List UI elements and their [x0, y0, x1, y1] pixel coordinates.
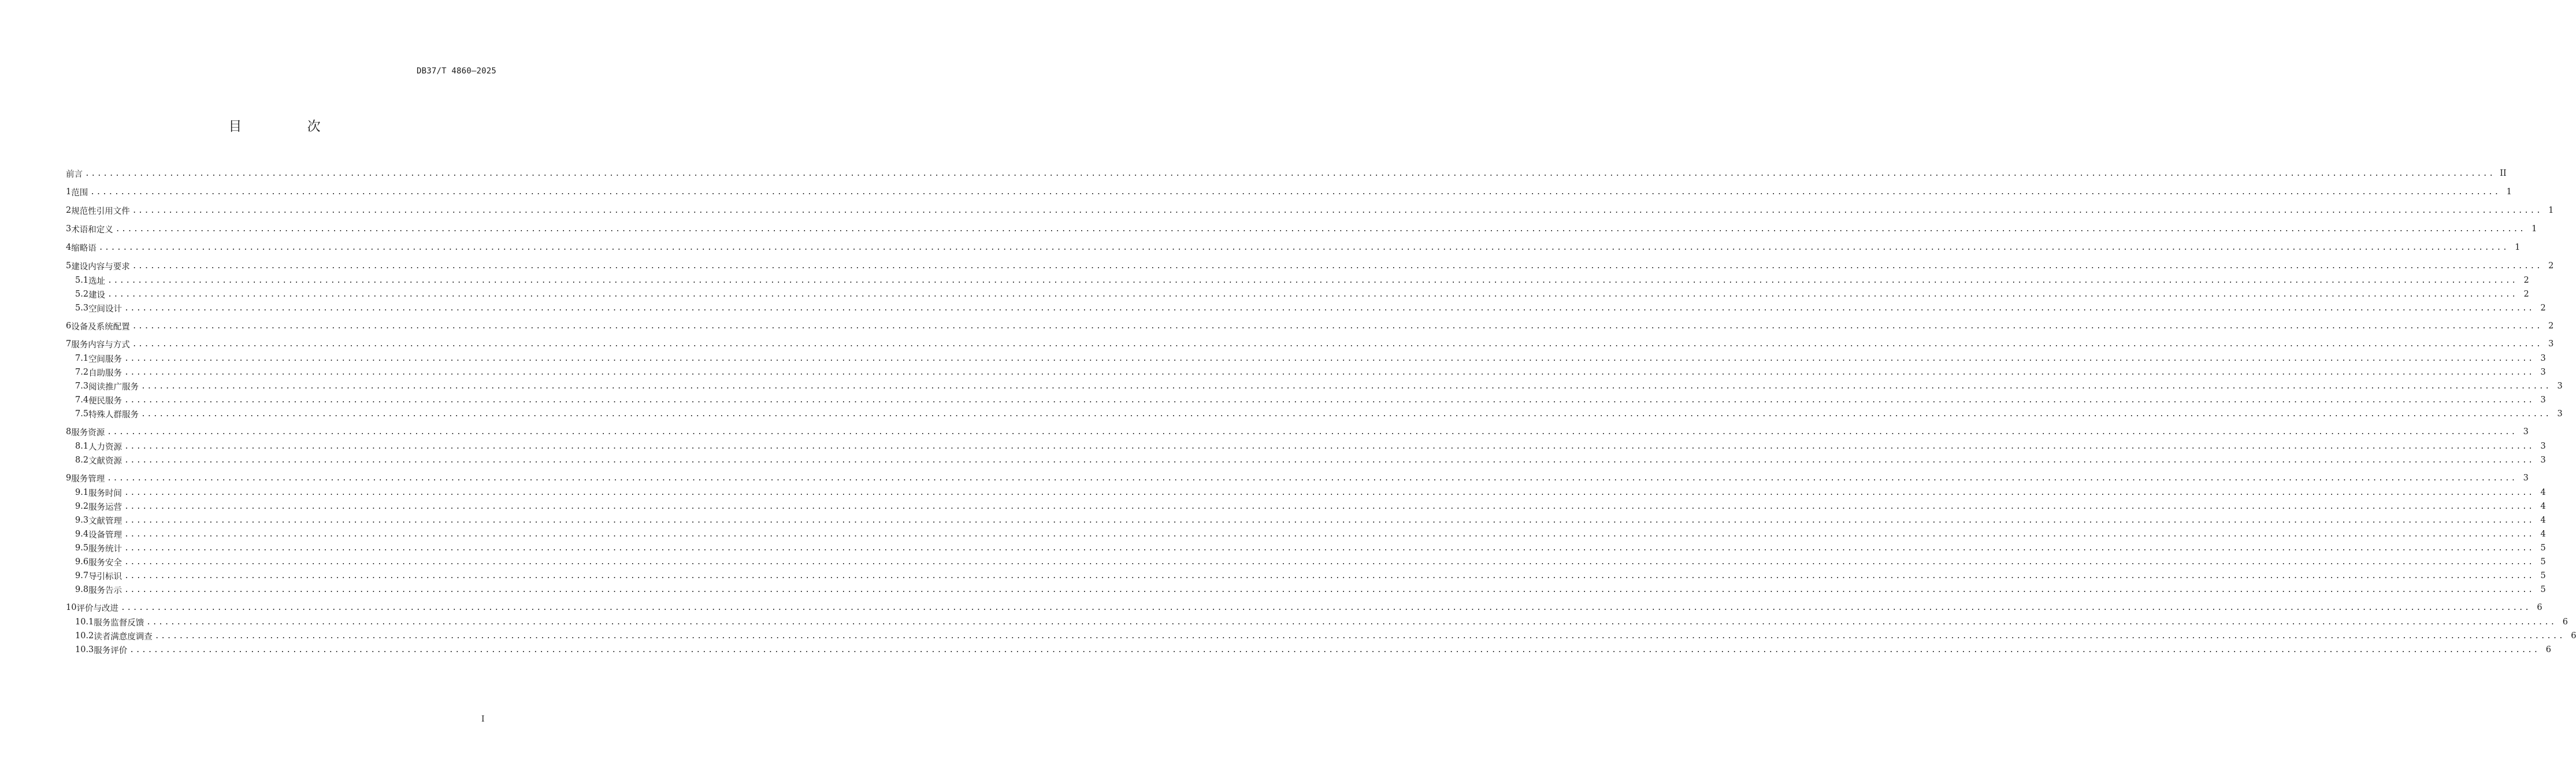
- toc-leader-dots: ................................................................................................................................................................................................................................................................................................................................................................................................................: [141, 382, 2551, 391]
- toc-entry-number: 7.3: [75, 382, 89, 391]
- toc-entry[interactable]: [75, 583, 2546, 596]
- toc-leader-dots: ................................................................................................................................................................................................................................................................................................................................................................................................................: [124, 456, 2534, 465]
- toc-entry-page: 5: [2540, 585, 2546, 594]
- toc-entry-page: 3: [2523, 473, 2529, 483]
- toc-leader-dots: ................................................................................................................................................................................................................................................................................................................................................................................................................: [132, 339, 2542, 349]
- toc-entry[interactable]: [75, 408, 2563, 420]
- toc-leader-dots: ................................................................................................................................................................................................................................................................................................................................................................................................................: [132, 321, 2542, 331]
- toc-entry[interactable]: [66, 260, 2554, 272]
- toc-entry-number: 9.1: [75, 488, 89, 497]
- toc-entry-label: 文献资源: [88, 456, 123, 466]
- toc-entry-label: 文献管理: [88, 516, 123, 526]
- page-number: I: [481, 715, 485, 724]
- toc-entry-page: 6: [2562, 617, 2568, 627]
- toc-entry-page: 4: [2540, 502, 2546, 511]
- toc-entry-number: 3: [66, 224, 72, 234]
- toc-leader-dots: ................................................................................................................................................................................................................................................................................................................................................................................................................: [124, 571, 2534, 580]
- toc-entry-label: 服务安全: [88, 558, 123, 568]
- toc-entry[interactable]: [75, 616, 2568, 628]
- toc-entry-label: 建设内容与要求: [71, 262, 130, 272]
- toc-entry-page: 2: [2523, 276, 2529, 285]
- toc-entry[interactable]: [75, 630, 2576, 642]
- toc-entry[interactable]: [75, 440, 2546, 453]
- toc-entry-page: 4: [2540, 488, 2546, 497]
- toc-entry-page: 5: [2540, 571, 2546, 580]
- toc-entry[interactable]: [66, 223, 2537, 235]
- toc-entry[interactable]: [66, 601, 2542, 614]
- toc-leader-dots: ................................................................................................................................................................................................................................................................................................................................................................................................................: [107, 427, 2517, 436]
- document-code: DB37/T 4860—2025: [416, 66, 496, 76]
- toc-entry[interactable]: [75, 569, 2546, 582]
- toc-entry-page: 2: [2523, 290, 2529, 299]
- toc-leader-dots: ................................................................................................................................................................................................................................................................................................................................................................................................................: [124, 530, 2534, 539]
- toc-entry-number: 10.3: [75, 645, 94, 654]
- toc-entry-number: 10.1: [75, 617, 94, 627]
- toc-entry-number: 8.1: [75, 442, 89, 451]
- toc-entry-page: 3: [2540, 368, 2546, 377]
- toc-entry-page: 1: [2515, 243, 2521, 252]
- toc-entry-page: 1: [2506, 187, 2512, 197]
- toc-entry[interactable]: [66, 320, 2554, 332]
- toc-entry-label: 范围: [71, 188, 88, 198]
- toc-leader-dots: ................................................................................................................................................................................................................................................................................................................................................................................................................: [129, 645, 2540, 654]
- toc-entry-page: 3: [2540, 456, 2546, 465]
- toc-entry-number: 7.1: [75, 354, 89, 363]
- toc-entry[interactable]: [75, 542, 2546, 554]
- toc-entry-label: 人力资源: [88, 442, 123, 452]
- toc-entry-label: 选址: [88, 276, 106, 286]
- toc-entry[interactable]: [75, 366, 2546, 379]
- toc-entry-number: 7: [66, 339, 72, 349]
- toc-entry-label: 设备管理: [88, 530, 123, 540]
- toc-entry-page: 3: [2523, 427, 2529, 436]
- toc-entry-number: 9.4: [75, 530, 89, 539]
- toc-entry[interactable]: [75, 380, 2563, 393]
- toc-entry-page: 6: [2537, 603, 2542, 612]
- toc-leader-dots: ................................................................................................................................................................................................................................................................................................................................................................................................................: [124, 442, 2534, 451]
- toc-entry[interactable]: [75, 643, 2551, 656]
- toc-entry-page: 1: [2548, 206, 2554, 215]
- toc-entry-number: 7.2: [75, 368, 89, 377]
- toc-leader-dots: ................................................................................................................................................................................................................................................................................................................................................................................................................: [154, 631, 2565, 641]
- toc-leader-dots: ................................................................................................................................................................................................................................................................................................................................................................................................................: [124, 502, 2534, 511]
- toc-leader-dots: ................................................................................................................................................................................................................................................................................................................................................................................................................: [124, 304, 2534, 313]
- toc-entry-number: 9.5: [75, 543, 89, 553]
- toc-entry-page: 2: [2548, 321, 2554, 331]
- toc-entry-label: 前言: [66, 169, 83, 179]
- toc-leader-dots: ................................................................................................................................................................................................................................................................................................................................................................................................................: [124, 354, 2534, 363]
- toc-title: 目 次: [228, 119, 351, 134]
- toc-leader-dots: ................................................................................................................................................................................................................................................................................................................................................................................................................: [146, 617, 2556, 627]
- toc-entry-label: 服务评价: [94, 646, 128, 656]
- toc-entry-label: 便民服务: [88, 396, 123, 406]
- toc-entry-page: 2: [2540, 304, 2546, 313]
- toc-leader-dots: ................................................................................................................................................................................................................................................................................................................................................................................................................: [98, 243, 2509, 252]
- toc-entry-number: 5.3: [75, 304, 89, 313]
- toc-entry-page: 3: [2540, 395, 2546, 405]
- toc-entry-page: 2: [2548, 261, 2554, 271]
- toc-leader-dots: ................................................................................................................................................................................................................................................................................................................................................................................................................: [124, 543, 2534, 553]
- toc-leader-dots: ................................................................................................................................................................................................................................................................................................................................................................................................................: [107, 276, 2518, 285]
- toc-entry-label: 设备及系统配置: [71, 322, 130, 332]
- toc-entry-number: 6: [66, 321, 72, 331]
- toc-entry[interactable]: [75, 556, 2546, 568]
- toc-leader-dots: ................................................................................................................................................................................................................................................................................................................................................................................................................: [115, 224, 2526, 234]
- toc-entry-page: 6: [2571, 631, 2576, 641]
- toc-entry-label: 评价与改进: [76, 604, 118, 613]
- toc-entry-label: 规范性引用文件: [71, 206, 130, 216]
- toc-entry-label: 特殊人群服务: [88, 410, 139, 420]
- toc-entry-number: 7.4: [75, 395, 89, 405]
- toc-entry[interactable]: [75, 514, 2546, 527]
- toc-entry-label: 服务告示: [88, 586, 123, 595]
- toc-entry[interactable]: [75, 274, 2529, 287]
- toc-leader-dots: ................................................................................................................................................................................................................................................................................................................................................................................................................: [124, 368, 2534, 377]
- toc-entry-number: 9.3: [75, 516, 89, 525]
- toc-entry-page: 1: [2532, 224, 2537, 234]
- toc-entry-number: 10.2: [75, 631, 94, 641]
- toc-entry-number: 9.8: [75, 585, 89, 594]
- toc-leader-dots: ................................................................................................................................................................................................................................................................................................................................................................................................................: [124, 557, 2534, 567]
- toc-entry-label: 服务运营: [88, 502, 123, 512]
- toc-leader-dots: ................................................................................................................................................................................................................................................................................................................................................................................................................: [107, 473, 2517, 483]
- toc-entry-number: 8.2: [75, 456, 89, 465]
- toc-entry-label: 术语和定义: [71, 225, 113, 235]
- toc-entry-number: 5: [66, 261, 72, 271]
- toc-entry[interactable]: [66, 241, 2521, 254]
- toc-entry-page: 3: [2557, 409, 2563, 419]
- toc-entry-number: 4: [66, 243, 72, 252]
- toc-entry[interactable]: [66, 338, 2554, 350]
- toc-entry-number: 5.2: [75, 290, 89, 299]
- toc-leader-dots: ................................................................................................................................................................................................................................................................................................................................................................................................................: [141, 409, 2551, 419]
- toc-entry[interactable]: [66, 472, 2529, 484]
- toc-entry-page: 5: [2540, 543, 2546, 553]
- toc-entry-number: 9.7: [75, 571, 89, 580]
- toc-entry[interactable]: [75, 486, 2546, 499]
- toc-entry[interactable]: [66, 167, 2507, 180]
- toc-entry-page: II: [2500, 169, 2507, 178]
- toc-leader-dots: ................................................................................................................................................................................................................................................................................................................................................................................................................: [124, 488, 2534, 497]
- toc-entry-page: 3: [2540, 442, 2546, 451]
- toc-entry[interactable]: [75, 288, 2529, 301]
- toc-entry-number: 1: [66, 187, 72, 197]
- toc-entry-label: 读者满意度调查: [94, 632, 153, 642]
- toc-leader-dots: ................................................................................................................................................................................................................................................................................................................................................................................................................: [124, 585, 2534, 594]
- toc-entry[interactable]: [66, 426, 2529, 438]
- toc-entry-label: 建设: [88, 290, 106, 300]
- toc-entry-label: 导引标识: [88, 572, 123, 582]
- toc-entry-number: 9: [66, 473, 72, 483]
- toc-entry[interactable]: [75, 352, 2546, 365]
- toc-entry-page: 4: [2540, 530, 2546, 539]
- toc-entry-page: 3: [2557, 382, 2563, 391]
- toc-leader-dots: ................................................................................................................................................................................................................................................................................................................................................................................................................: [120, 603, 2531, 612]
- toc-entry-number: 7.5: [75, 409, 89, 419]
- toc-entry-label: 缩略语: [71, 243, 96, 253]
- toc-entry-label: 空间服务: [88, 354, 123, 364]
- toc-entry[interactable]: [66, 186, 2512, 198]
- toc-entry[interactable]: [75, 528, 2546, 541]
- toc-entry-page: 5: [2540, 557, 2546, 567]
- toc-entry-number: 5.1: [75, 276, 89, 285]
- toc-leader-dots: ................................................................................................................................................................................................................................................................................................................................................................................................................: [90, 187, 2500, 197]
- toc-entry-number: 2: [66, 206, 72, 215]
- toc-entry-label: 服务内容与方式: [71, 340, 130, 350]
- toc-entry-page: 3: [2540, 354, 2546, 363]
- toc-entry-number: 10: [66, 603, 77, 612]
- toc-entry-label: 服务资源: [71, 428, 105, 438]
- toc-entry-number: 9.2: [75, 502, 89, 511]
- toc-entry-label: 空间设计: [88, 304, 123, 314]
- toc-entry-page: 4: [2540, 516, 2546, 525]
- toc-leader-dots: ................................................................................................................................................................................................................................................................................................................................................................................................................: [124, 516, 2534, 525]
- toc-entry-page: 6: [2545, 645, 2551, 654]
- toc-leader-dots: ................................................................................................................................................................................................................................................................................................................................................................................................................: [124, 395, 2534, 405]
- toc-entry-label: 自助服务: [88, 368, 123, 378]
- toc-entry-number: 9.6: [75, 557, 89, 567]
- toc-leader-dots: ................................................................................................................................................................................................................................................................................................................................................................................................................: [107, 290, 2518, 299]
- toc-entry-label: 服务时间: [88, 489, 123, 498]
- toc-entry-number: 8: [66, 427, 72, 436]
- toc-entry[interactable]: [66, 204, 2554, 217]
- toc-entry-label: 服务监督反馈: [94, 618, 144, 628]
- toc-entry[interactable]: [75, 454, 2546, 467]
- toc-entry-page: 3: [2548, 339, 2554, 349]
- toc-leader-dots: ................................................................................................................................................................................................................................................................................................................................................................................................................: [85, 169, 2495, 178]
- toc-entry-label: 服务统计: [88, 544, 123, 554]
- toc-entry-label: 阅读推广服务: [88, 382, 139, 392]
- toc-entry[interactable]: [75, 302, 2546, 314]
- toc-leader-dots: ................................................................................................................................................................................................................................................................................................................................................................................................................: [132, 261, 2542, 271]
- toc-entry-label: 服务管理: [71, 474, 105, 484]
- toc-entry[interactable]: [75, 394, 2546, 406]
- toc-entry[interactable]: [75, 500, 2546, 513]
- toc-leader-dots: ................................................................................................................................................................................................................................................................................................................................................................................................................: [132, 206, 2542, 215]
